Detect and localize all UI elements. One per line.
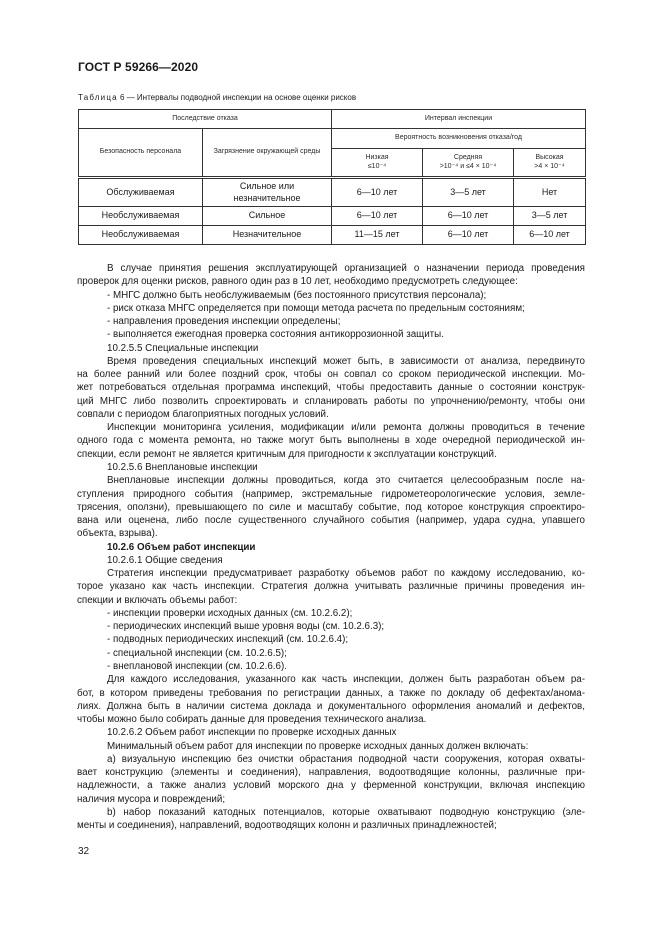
table-caption-text: — Интервалы подводной инспекции на основе оценки рисков [124, 93, 357, 102]
paragraph-line: бот, в котором приведены требования по регистрации данных, а также по докладу об дефектах/анома- [77, 687, 585, 699]
section-heading: 10.2.5.6 Внеплановые инспекции [107, 461, 258, 473]
header-consequences: Последствие отказа [79, 110, 332, 129]
section-heading: 10.2.6.2 Объем работ инспекции по проверке исходных данных [107, 727, 397, 739]
header-high [514, 149, 586, 178]
paragraph-line: совпали с периодом благоприятных погодных условий. [77, 408, 329, 420]
header-environment-pollution: Загрязнение окружающей среды [203, 129, 332, 178]
table-row [79, 178, 586, 207]
cell-environment: Незначительное [203, 226, 332, 245]
section-heading: 10.2.6.1 Общие сведения [107, 554, 223, 566]
paragraph-line: ций МНГС либо позволить спроектировать и спланировать работы по упрочнению/ремонту, чтобы они [77, 395, 585, 407]
cell-low: 6—10 лет [332, 178, 423, 207]
list-item: - подводных периодических инспекций (см. 10.2.6.4); [107, 634, 349, 646]
list-item: - инспекции проверки исходных данных (см. 10.2.6.2); [107, 607, 353, 619]
list-item: - специальной инспекции (см. 10.2.6.5); [107, 647, 287, 659]
cell-medium: 6—10 лет [423, 207, 514, 226]
paragraph-line: Для каждого исследования, указанного как часть инспекции, должен быть разработан объем ра- [107, 674, 585, 686]
section-heading: 10.2.6 Объем работ инспекции [107, 541, 256, 553]
table-row [79, 207, 586, 226]
paragraph-line: наличия мусора и повреждений; [77, 793, 226, 805]
cell-medium: 6—10 лет [423, 226, 514, 245]
paragraph-line: торое указано как часть инспекции. Стратегия должна учитывать различные причины проведения ин- [77, 581, 585, 593]
list-item: - выполняется ежегодная проверка состояния антикоррозионной защиты. [107, 329, 444, 341]
header-probability: Вероятность возникновения отказа/год [332, 129, 586, 149]
section-heading: 10.2.5.5 Специальные инспекции [107, 342, 259, 354]
header-low-value: ≤10⁻⁴ [367, 162, 387, 170]
paragraph-line: Время проведения специальных инспекций может быть, в зависимости от анализа, передвинуто [107, 355, 585, 367]
body-text [77, 262, 585, 832]
paragraph-line: трясения, оползни), превышающего по силе и масштабу событие, под которое конструкция спроектиро- [77, 501, 585, 513]
cell-high: 3—5 лет [514, 207, 586, 226]
paragraph-line: одного года с момента ремонта, но также могут быть выполнены в ходе очередной периодической ин- [77, 435, 585, 447]
cell-low: 11—15 лет [332, 226, 423, 245]
paragraph-line: на более ранний или более поздний срок, чтобы он совпал со сроком периодической инспекции. Мо- [77, 369, 585, 381]
paragraph-line: Внеплановые инспекции должны проводиться, когда это считается целесообразным после на- [107, 475, 585, 487]
paragraph-line: вана или оценена, либо после существенного случайного события (например, удара судна, упавшего [77, 515, 585, 527]
cell-medium: 3—5 лет [423, 178, 514, 207]
cell-personnel: Необслуживаемая [79, 226, 203, 245]
paragraph-line: В случае принятия решения эксплуатирующей организацией о назначении периода проведения [107, 263, 585, 274]
paragraph-line: спекции, если ремонт не является критичным для пригодности к эксплуатации конструкций. [77, 448, 497, 460]
inspection-intervals-table [78, 109, 586, 245]
paragraph-line: вает конструкцию (элементы и соединения), направления, водоотводящие колонны, различные при- [77, 767, 585, 779]
paragraph-line: объекта, взрыва). [77, 528, 158, 540]
document-code: ГОСТ Р 59266—2020 [78, 60, 199, 74]
header-high-label: Высокая [535, 153, 564, 161]
header-medium-label: Средняя [453, 153, 483, 161]
list-item: b) набор показаний катодных потенциалов, которые охватывают подводную конструкцию (эле- [107, 806, 585, 818]
header-medium-value: >10⁻⁴ и ≤4 × 10⁻⁴ [439, 162, 497, 170]
header-interval: Интервал инспекции [332, 110, 586, 129]
cell-personnel: Необслуживаемая [79, 207, 203, 226]
paragraph-line: чтобы можно было собирать данные для проведения технического анализа. [77, 714, 427, 726]
header-high-value: >4 × 10⁻⁴ [534, 162, 565, 170]
cell-low: 6—10 лет [332, 207, 423, 226]
paragraph-line: менты и соединения), направлений, водоотводящих колонн и различных принадлежностей; [77, 820, 497, 832]
list-item: - МНГС должно быть необслуживаемым (без постоянного присутствия персонала); [107, 289, 487, 301]
cell-environment: Сильное или незначительное [203, 178, 332, 207]
table-caption [78, 93, 356, 102]
paragraph-line: спекции и включать объемы работ: [77, 594, 238, 606]
header-medium [423, 149, 514, 178]
paragraph-line: лиях. Должна быть в наличии система доклада и документального оформления аномалий и дефектов, [77, 700, 585, 712]
cell-environment: Сильное [203, 207, 332, 226]
page-number: 32 [78, 846, 90, 857]
table-caption-number: 6 [120, 93, 125, 102]
list-item: - риск отказа МНГС определяется при помощи метода расчета по предельным состояниям; [107, 302, 525, 314]
list-item: - периодических инспекций выше уровня воды (см. 10.2.6.3); [107, 621, 385, 633]
header-low-label: Низкая [365, 153, 389, 161]
paragraph-line: жет потребоваться отдельная программа инспекций, чтобы предоставить данные о состоянии конструк- [77, 382, 585, 394]
cell-personnel: Обслуживаемая [79, 178, 203, 207]
table-row [79, 226, 586, 245]
paragraph-line: надлежности, а также анализ условий морского дна у ферменной конструкции, включая инспекцию [77, 780, 585, 792]
header-personnel-safety: Безопасность персонала [79, 129, 203, 178]
cell-high: 6—10 лет [514, 226, 586, 245]
header-low [332, 149, 423, 178]
list-item: - внеплановой инспекции (см. 10.2.6.6). [107, 660, 287, 672]
list-item: а) визуальную инспекцию без очистки обрастания подводной части сооружения, которая охваты- [107, 753, 585, 765]
table-caption-prefix: Таблица [78, 93, 118, 102]
list-item: - направления проведения инспекции определены; [107, 316, 341, 328]
paragraph-line: проверок для оценки рисков, равного один раз в 10 лет, необходимо предусмотреть следующее: [77, 276, 518, 288]
paragraph-line: Стратегия инспекции предусматривает разработку объемов работ по каждому исследованию, ко- [107, 568, 585, 580]
paragraph-line: ступления природного события (например, экстремальные гидрометеорологические условия, земле- [77, 488, 585, 500]
paragraph-line: Минимальный объем работ для инспекции по проверке исходных данных должен включать: [107, 740, 529, 752]
cell-high: Нет [514, 178, 586, 207]
paragraph-line: Инспекции мониторинга усиления, модификации и/или ремонта должны проводиться в течение [107, 422, 585, 434]
